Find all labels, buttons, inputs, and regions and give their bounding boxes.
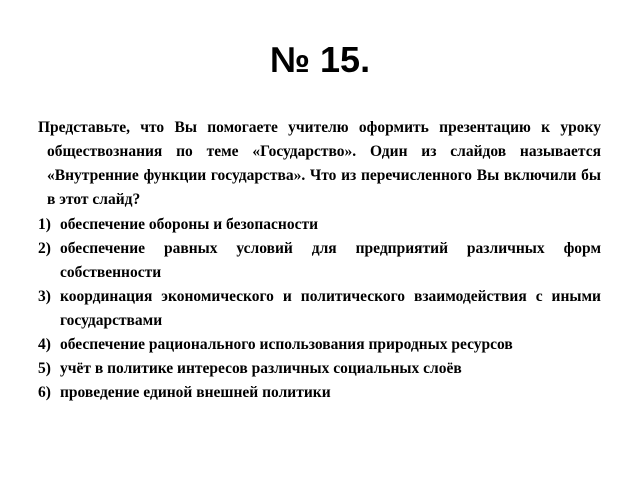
- option-number: 2): [38, 240, 51, 257]
- options-list: [38, 213, 601, 405]
- option-number: 5): [38, 360, 51, 377]
- option-number: 3): [38, 288, 51, 305]
- option-text: проведение единой внешней политики: [60, 384, 331, 401]
- option-item-4: [38, 333, 601, 357]
- option-text: учёт в политике интересов различных социальных слоёв: [60, 360, 462, 377]
- question-block: [38, 116, 601, 405]
- slide-title: № 15.: [269, 39, 371, 80]
- option-number: 1): [38, 216, 51, 233]
- option-text: обеспечение обороны и безопасности: [60, 216, 319, 233]
- question-text: Представьте, что Вы помогаете учителю оформить презентацию к уроку обществознания по теме «Государство». Один из слайдов называется «Внутренние функции государства». Что из перечисленного Вы включили бы в этот слайд?: [38, 119, 601, 208]
- option-item-3: [38, 285, 601, 333]
- option-item-2: [38, 237, 601, 285]
- option-item-6: [38, 381, 601, 405]
- option-item-1: [38, 213, 601, 237]
- option-text: обеспечение равных условий для предприятий различных форм собственности: [60, 240, 601, 281]
- option-number: 6): [38, 384, 51, 401]
- option-text: координация экономического и политического взаимодействия с иными государствами: [60, 288, 601, 329]
- option-number: 4): [38, 336, 51, 353]
- option-text: обеспечение рационального использования природных ресурсов: [60, 336, 513, 353]
- option-item-5: [38, 357, 601, 381]
